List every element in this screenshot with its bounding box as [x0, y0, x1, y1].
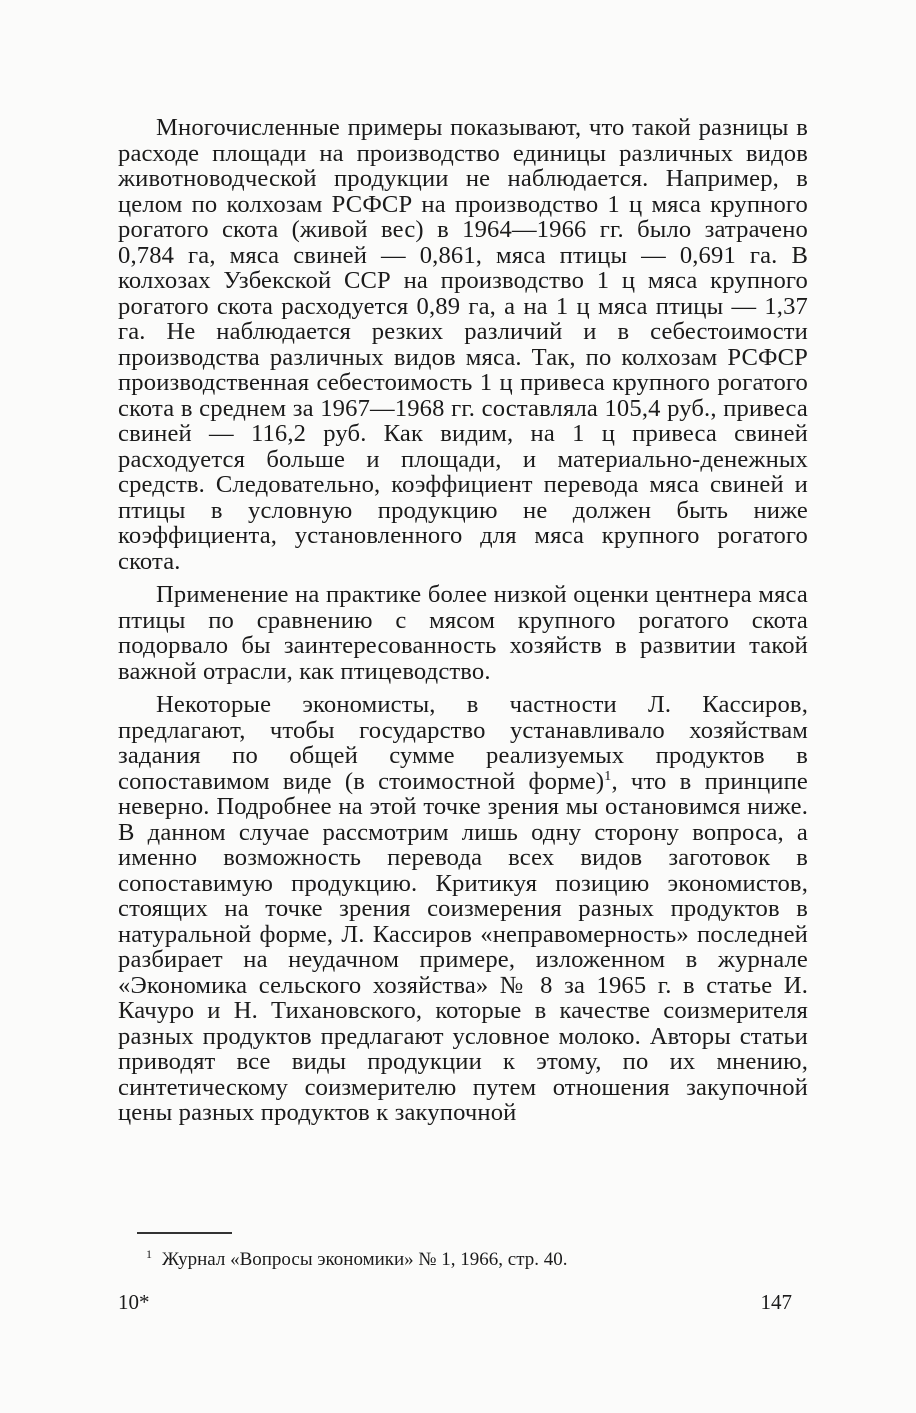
paragraph-1: Многочисленные примеры показывают, что такой разницы в расходе площади на производство единицы различных видов животноводческой продукции не наблюдается. Например, в целом по колхозам РСФСР на производство 1 ц мяса крупного рогатого скота (живой вес) в 1964—1966 гг. было затрачено 0,784 га, мяса свиней — 0,861, мяса птицы — 0,691 га. В колхозах Узбекской ССР на производство 1 ц мяса крупного рогатого скота расходуется 0,89 га, а на 1 ц мяса птицы — 1,37 га. Не наблюдается резких различий и в себестоимости производства различных видов мяса. Так, по колхозам РСФСР производственная себестоимость 1 ц привеса крупного рогатого скота в среднем за 1967—1968 гг. составляла 105,4 руб., привеса свиней — 116,2 руб. Как видим, на 1 ц привеса свиней расходуется больше и площади, и материально-денежных средств. Следовательно, коэффициент перевода мяса свиней и птицы в условную продукцию не должен быть ниже коэффициента, установленного для мяса крупного рогатого скота.	[118, 114, 808, 575]
signature-mark: 10*	[118, 1290, 150, 1314]
footnote-mark: 1	[146, 1246, 152, 1261]
main-text	[118, 115, 808, 1134]
page-number: 147	[760, 1290, 792, 1314]
footnote	[146, 1246, 568, 1271]
footnote-divider	[137, 1232, 232, 1234]
paragraph-3	[118, 692, 808, 1126]
paragraph-2: Применение на практике более низкой оценки центнера мяса птицы по сравнению с мясом крупного рогатого скота подорвало бы заинтересованность хозяйств в развитии такой важной отрасли, как птицеводство.	[118, 581, 808, 685]
footnote-reference: 1	[604, 768, 612, 784]
footnote-text: Журнал «Вопросы экономики» № 1, 1966, стр. 40.	[162, 1249, 568, 1270]
paragraph-3-text-b: , что в принципе неверно. Подробнее на этой точке зрения мы остановимся ниже. В данном случае рассмотрим лишь одну сторону вопроса, а именно возможность перевода всех видов заготовок в сопоставимую продукцию. Критикуя позицию экономистов, стоящих на точке зрения соизмерения разных продуктов в натуральной форме, Л. Кассиров «неправомерность» последней разбирает на неудачном примере, изложенном в журнале «Экономика сельского хозяйства» № 8 за 1965 г. в статье И. Качуро и Н. Тихановского, которые в качестве соизмерителя разных продуктов предлагают условное молоко. Авторы статьи приводят все виды продукции к этому, по их мнению, синтетическому соизмерителю путем отношения закупочной цены разных продуктов к закупочной	[118, 767, 808, 1126]
paragraph-3-text-a: Некоторые экономисты, в частности Л. Кассиров, предлагают, чтобы государство устанавливало хозяйствам задания по общей сумме реализуемых продуктов в сопоставимом виде (в стоимостной форме)	[118, 691, 808, 795]
